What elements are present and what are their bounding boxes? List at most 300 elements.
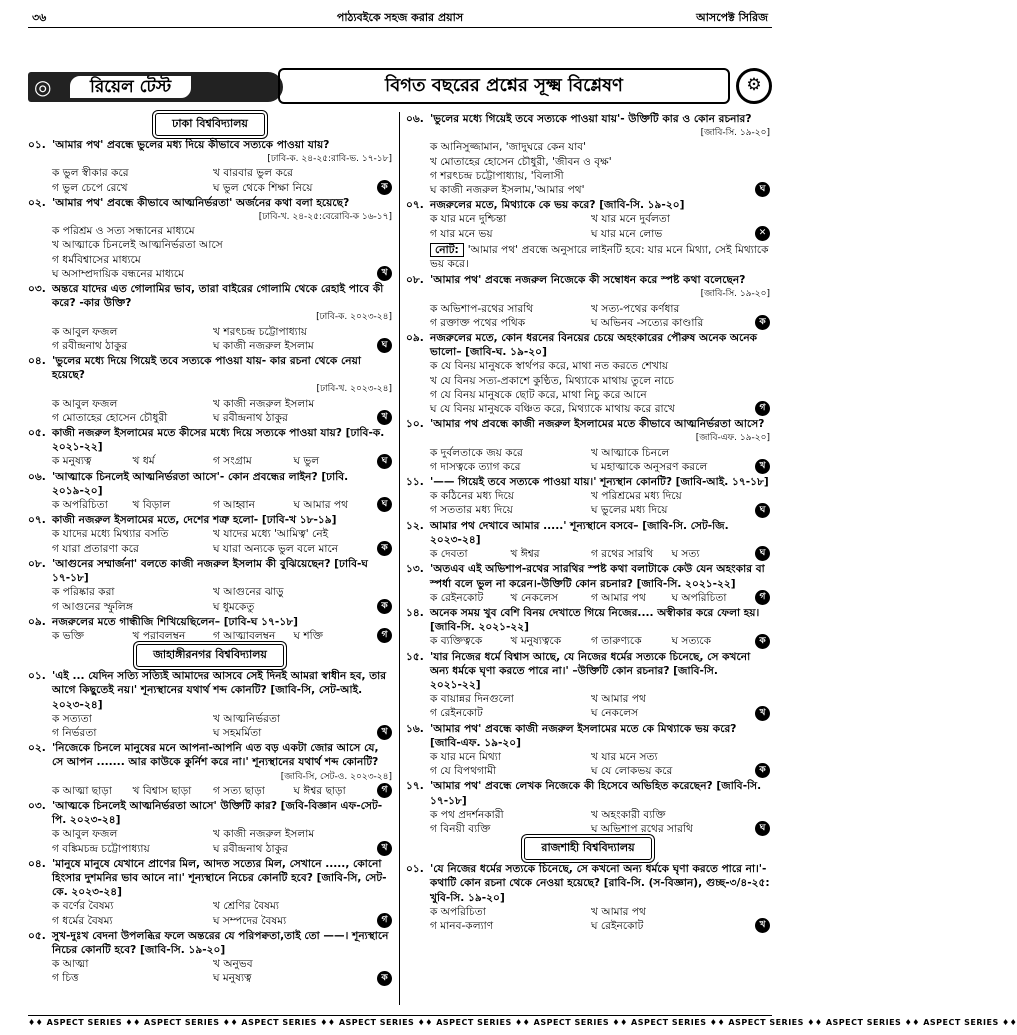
- option: ক বায়ান্নর দিনগুলো: [430, 693, 514, 706]
- options-list: [406, 489, 770, 517]
- option: ঘ কাজী নজরুল ইসলাম,'আমার পথ': [430, 184, 585, 197]
- option: গ রেইনকোট: [430, 707, 483, 720]
- option: খ মোতাহের হোসেন চৌধুরী, 'জীবন ও বৃক্ষ': [430, 155, 612, 168]
- option: খ ধর্ম: [132, 455, 155, 468]
- option: ক অভিশাপ-রথের সারথি: [430, 302, 534, 315]
- question-item: [406, 198, 770, 241]
- question-text-row: [406, 475, 770, 489]
- question-number: ০৭.: [28, 514, 46, 527]
- option: ঘ আমার পথ: [293, 499, 348, 512]
- question-text-row: [406, 562, 770, 590]
- question-item: [28, 929, 392, 986]
- question-text: নজরুলের মতে, মিথ্যাকে কে ভয় করে? [জাবি-সি. ১৯-২০]: [430, 199, 685, 212]
- option: গ রবীন্দ্রনাথ ঠাকুর: [52, 339, 128, 352]
- aspect-logo-icon: ⚙: [736, 68, 772, 104]
- option: ক আত্মা ছাড়া: [52, 784, 112, 797]
- page-header: [28, 6, 772, 26]
- option: গ সততার মধ্য দিয়ে: [430, 504, 513, 517]
- question-item: [406, 562, 770, 605]
- option: গ মানব-কল্যাণ: [430, 919, 494, 932]
- option: ঘ যে লোকভয় করে: [591, 765, 673, 778]
- option: ক দেবতা: [430, 548, 468, 561]
- question-number: ০৬.: [28, 470, 46, 483]
- question-text-row: [406, 331, 770, 359]
- question-number: ০২.: [28, 196, 46, 209]
- question-source: [জাবি-সি, সেট-ও. ২০২৩-২৪]: [280, 771, 392, 782]
- option: গ চিত্ত: [52, 972, 79, 985]
- option: গ সত্য ছাড়া: [213, 784, 265, 797]
- option: গ তারুণ্যকে: [591, 635, 642, 648]
- option: গ আগুনের স্ফুলিঙ্গ: [52, 600, 133, 613]
- question-number: ০৭.: [406, 199, 424, 212]
- university-name: রাজশাহী বিশ্ববিদ্যালয়: [524, 837, 651, 860]
- option: ঘ ভুল: [293, 455, 320, 468]
- question-item: [406, 112, 770, 197]
- option: গ সংগ্রাম: [213, 455, 252, 468]
- answer-badge: ক: [377, 180, 392, 195]
- university-name: জাহাঙ্গীরনগর বিশ্ববিদ্যালয়: [136, 644, 284, 667]
- question-item: [406, 417, 770, 474]
- column-divider: [399, 112, 400, 1005]
- question-text-row: [28, 354, 392, 382]
- option: খ আত্মনির্ভরতা: [213, 712, 280, 725]
- question-text: 'আত্মাকে চিনলেই আত্মনির্ভরতা আসে'- কোন প্রবন্ধের লাইন? [ঢাবি. ২০১৯-২০]: [52, 470, 349, 497]
- question-text-row: [28, 470, 392, 498]
- option: ক আবুল ফজল: [52, 325, 118, 338]
- question-text-row: [28, 615, 392, 629]
- option: ঘ যে বিনয় মানুষকে বঞ্চিত করে, মিথ্যাকে মাথায় করে রাখে: [430, 403, 675, 416]
- question-text: নজরুলের মতে গান্ধীজি শিখিয়েছিলেন– [ঢাবি-ঘ ১৭-১৮]: [52, 615, 298, 628]
- options-list: [406, 905, 770, 933]
- question-item: [28, 799, 392, 856]
- question-number: ০৫.: [28, 929, 46, 942]
- option: খ শ্রেণির বৈষম্য: [213, 900, 279, 913]
- question-number: ০৪.: [28, 857, 46, 870]
- option: গ ধর্মের বৈষম্য: [52, 914, 113, 927]
- question-source: [ঢাবি-খ. ২৪-২৫:বেরোবি-ক ১৬-১৭]: [258, 212, 392, 223]
- question-number: ১৬.: [406, 722, 424, 735]
- option: গ যারা প্রতারণা করে: [52, 542, 139, 555]
- option: গ রথের সারথি: [591, 548, 654, 561]
- options-list: [28, 585, 392, 613]
- option: ঘ ধুমকেতু: [213, 600, 255, 613]
- question-text-row: [28, 513, 392, 527]
- options-list: [28, 899, 392, 927]
- option: ক ভুল স্বীকার করে: [52, 167, 129, 180]
- question-text-row: [28, 669, 392, 712]
- university-header: [28, 114, 392, 134]
- question-text: 'আমার পথ' প্রবন্ধে কাজী নজরুল ইসলামের মতে কে মিথ্যাকে ভয় করে? [জাবি-এফ. ১৯-২০]: [430, 722, 737, 749]
- question-item: [406, 273, 770, 330]
- question-text: 'আমার পথ' প্রবন্ধে ভুলের মধ্য দিয়ে কীভাবে সত্যকে পাওয়া যায়?: [52, 139, 330, 151]
- options-list: [406, 446, 770, 474]
- option: ঘ রবীন্দ্রনাথ ঠাকুর: [213, 411, 288, 424]
- answer-badge: খ: [755, 459, 770, 474]
- option: গ আত্মাবলম্বন: [213, 629, 276, 642]
- question-text: 'আমার পথ' প্রবন্ধে নজরুল নিজেকে কী সম্বোধন করে স্পষ্ট কথা বলেছেন?: [430, 274, 746, 287]
- option: ক কঠিনের মধ্য দিয়ে: [430, 490, 515, 503]
- option: খ আমার পথ: [591, 905, 646, 918]
- option: খ আত্মাকে চিনলেই আত্মনির্ভরতা আসে: [52, 239, 223, 252]
- question-text: 'ভুলের মধ্যে গিয়েই তবে সত্যকে পাওয়া যায়'- উক্তিটি কার ও কোন রচনার?: [430, 113, 752, 125]
- options-list: [28, 498, 392, 512]
- note-text: 'আমার পথ' প্রবন্ধে অনুসারে লাইনটি হবে: যার মনে মিথ্যা, সেই মিথ্যাকে ভয় করে।: [430, 243, 769, 271]
- option: ক রেইনকোট: [430, 591, 484, 604]
- question-item: [406, 779, 770, 836]
- option: ক পথ প্রদর্শনকারী: [430, 808, 504, 821]
- question-source: [জাবি-সি. ১৯-২০]: [700, 289, 770, 300]
- right-column: [406, 112, 770, 1005]
- option: ঘ অভিনব -সত্যের কাণ্ডারি: [591, 316, 704, 329]
- question-number: ০৩.: [28, 283, 46, 296]
- options-list: [406, 359, 770, 416]
- question-number: ০১.: [406, 863, 424, 876]
- option: খ যে বিনয় সত্য-প্রকাশে কুণ্ঠিত, মিথ্যাকে মাথায় তুলে নাচে: [430, 374, 674, 387]
- question-text-row: [406, 417, 770, 431]
- option: ঘ নেকলেস: [591, 707, 639, 720]
- series-name: আসপেক্ট সিরিজ: [696, 11, 768, 24]
- option: ক অপরিচিতা: [52, 499, 108, 512]
- option: খ বারবার ভুল করে: [213, 167, 293, 180]
- option: খ যার মনে সত্য: [591, 750, 658, 763]
- option: খ কাজী নজরুল ইসলাম: [213, 828, 315, 841]
- banner-right-title: বিগত বছরের প্রশ্নের সূক্ষ্ম বিশ্লেষণ: [278, 68, 730, 104]
- question-number: ১০.: [406, 418, 424, 431]
- note-label: নোট:: [430, 243, 464, 257]
- question-item: [28, 615, 392, 643]
- section-banner: [28, 64, 772, 108]
- option: ঘ রেইনকোট: [591, 919, 644, 932]
- question-number: ০৫.: [28, 427, 46, 440]
- option: ক অপরিচিতা: [430, 905, 486, 918]
- question-text: '—— গিয়েই তবে সত্যকে পাওয়া যায়।' শূন্যস্থান কোনটি? [জাবি-আই. ১৭-১৮]: [430, 476, 769, 489]
- question-item: [406, 862, 770, 933]
- university-name: ঢাকা বিশ্ববিদ্যালয়: [155, 113, 265, 136]
- question-number: ১১.: [406, 476, 424, 489]
- options-list: [28, 454, 392, 468]
- question-text-row: [28, 799, 392, 827]
- note-box: [430, 243, 770, 271]
- option: খ কাজী নজরুল ইসলাম: [213, 397, 315, 410]
- option: গ ভুল চেপে রেখে: [52, 181, 128, 194]
- options-list: [406, 302, 770, 330]
- answer-badge: খ: [377, 725, 392, 740]
- question-text: আমার পথ দেখাবে আমার .....' শূন্যস্থানে বসবে– [জাবি-সি. সেট-জি. ২০২৩-২৪]: [430, 519, 729, 546]
- question-number: ০৮.: [406, 274, 424, 287]
- option: গ আহ্বান: [213, 499, 255, 512]
- option: খ যাদের মধ্যে 'আমিত্ব' নেই: [213, 528, 329, 541]
- option: ক আবুল ফজল: [52, 397, 118, 410]
- options-list: [406, 140, 770, 197]
- question-number: ১৫.: [406, 650, 424, 663]
- question-text-row: [28, 741, 392, 769]
- answer-badge: খ: [377, 410, 392, 425]
- option: ঘ অপরিচিতা: [671, 591, 727, 604]
- question-number: ১৭.: [406, 780, 424, 793]
- options-list: [28, 224, 392, 281]
- options-list: [28, 166, 392, 194]
- answer-badge: ঘ: [377, 497, 392, 512]
- page-number: ৩৬: [32, 11, 47, 24]
- question-text: 'আমার পথ' প্রবন্ধে কীভাবে আত্মনির্ভরতা' অর্জনের কথা বলা হয়েছে?: [52, 196, 350, 209]
- options-list: [406, 212, 770, 240]
- option: খ মনুষ্যত্বকে: [510, 635, 562, 648]
- option: ক আবুল ফজল: [52, 828, 118, 841]
- question-text: অন্তরে যাদের এত গোলামির ভাব, তারা বাইরের গোলামি থেকে রেহাই পাবে কী করে? -কার উক্তি?: [52, 283, 384, 310]
- option: ক মনুষ্যত্ব: [52, 455, 92, 468]
- option: ঘ রবীন্দ্রনাথ ঠাকুর: [213, 842, 288, 855]
- question-text: কাজী নজরুল ইসলামের মতে, দেশের শত্রু হলো- [ঢাবি-খ ১৮-১৯]: [52, 514, 337, 527]
- options-list: [28, 957, 392, 985]
- header-rule: [28, 27, 772, 28]
- question-item: [28, 138, 392, 195]
- options-list: [406, 634, 770, 648]
- option: গ শরৎচন্দ্র চট্টোপাধ্যায়, 'বিলাসী: [430, 169, 564, 182]
- university-header: [406, 838, 770, 858]
- question-item: [28, 857, 392, 928]
- question-text: 'নিজেকে চিনলে মানুষের মনে আপনা-আপনি এত বড় একটা জোর আসে যে, সে আপন ....... আর কাউকে কুর্নিশ করে না।' শূন্যস্থানের যথার্থ শব্দ কোনটি?: [52, 742, 379, 769]
- answer-badge: ঘ: [755, 182, 770, 197]
- answer-badge: খ: [755, 918, 770, 933]
- option: ঘ মনুষ্যত্ব: [213, 972, 252, 985]
- option: ঘ ভুল থেকে শিক্ষা নিয়ে: [213, 181, 313, 194]
- option: খ আগুনের ঝাড়ু: [213, 586, 284, 599]
- option: খ পরাবলম্বন: [132, 629, 186, 642]
- question-number: ০১.: [28, 139, 46, 151]
- option: গ যে বিনয় মানুষকে ছোট করে, মাথা নিচু করে আনে: [430, 388, 647, 401]
- question-text: 'ভুলের মধ্যে দিয়ে গিয়েই তবে সত্যকে পাওয়া যায়- কার রচনা থেকে নেয়া হয়েছে?: [52, 355, 361, 382]
- option: খ নেকলেস: [510, 591, 559, 604]
- question-text-row: [406, 198, 770, 212]
- answer-badge: ক: [755, 315, 770, 330]
- question-item: [28, 282, 392, 353]
- question-number: ১৩.: [406, 563, 424, 576]
- option: খ সত্য-পথের কর্ণধার: [591, 302, 680, 315]
- option: ক দুর্বলতাকে জয় করে: [430, 446, 523, 459]
- options-list: [28, 712, 392, 740]
- option: ঘ সম্পদের বৈষম্য: [213, 914, 287, 927]
- question-text: 'অতএব এই অভিশাপ-রথের সারথির স্পষ্ট কথা বলাটাকে কেউ যেন অহংকার বা স্পর্ধা বলে ভুল না করেন।-উক্তিটি কোন রচনার? [জাবি-সি. ২০২১-২২]: [430, 563, 765, 590]
- question-item: [28, 513, 392, 556]
- option: ক পরিষ্কার করা: [52, 586, 115, 599]
- option: খ অনুভব: [213, 958, 253, 971]
- options-list: [406, 692, 770, 720]
- options-list: [406, 591, 770, 605]
- answer-badge: ঘ: [755, 821, 770, 836]
- question-item: [406, 519, 770, 562]
- answer-badge: ক: [377, 599, 392, 614]
- question-text-row: [406, 273, 770, 287]
- banner-left-title: রিয়েল টেস্ট: [68, 74, 193, 100]
- question-item: [28, 426, 392, 469]
- option: খ বিশ্বাস ছাড়া: [132, 784, 192, 797]
- option: গ বিনয়ী ব্যক্তি: [430, 822, 491, 835]
- option: ক ভক্তি: [52, 629, 84, 642]
- option: ঘ অভিশাপ রথের সারথি: [591, 822, 693, 835]
- option: গ দাসত্বকে ত্যাগ করে: [430, 460, 521, 473]
- question-text-row: [28, 138, 392, 152]
- answer-badge: খ: [377, 266, 392, 281]
- question-text-row: [406, 112, 770, 126]
- answer-badge: ঘ: [377, 338, 392, 353]
- question-source: [ঢাবি-ক. ২০২৩-২৪]: [316, 312, 392, 323]
- option: খ যার মনে দুর্বলতা: [591, 213, 670, 226]
- banner-left: [28, 72, 283, 102]
- option: খ আমার পথ: [591, 693, 646, 706]
- option: ঘ ঈশ্বর ছাড়া: [293, 784, 346, 797]
- answer-badge: ঘ: [755, 546, 770, 561]
- option: ঘ যার মনে লোভ: [591, 227, 663, 240]
- question-text: 'এই ... যেদিন সত্যি সত্যিই আমাদের আসবে সেই দিনই আমরা স্বাধীন হব, তার আগে কিছুতেই নয়।' শূন্যস্থানের যথার্থ শব্দ কোনটি? [জাবি-সি, সেট-আই. ২০২৩-২৪]: [52, 670, 387, 711]
- question-text-row: [28, 196, 392, 210]
- question-number: ০১.: [28, 670, 46, 683]
- option: ঘ অসাম্প্রদায়িক বন্ধনের মাধ্যমে: [52, 267, 185, 280]
- question-text: সুখ-দুঃখ বেদনা উপলব্ধির ফলে অন্তরের যে পরিপক্বতা,তাই তো ——। শূন্যস্থানে নিচের কোনটি হবে? [জাবি-সি. ১৯-২০]: [52, 929, 389, 956]
- question-item: [28, 354, 392, 425]
- question-text-row: [406, 862, 770, 905]
- question-item: [406, 331, 770, 416]
- question-source: [জাবি-এফ. ১৯-২০]: [695, 433, 770, 444]
- option: গ রক্তাক্ত পথের পথিক: [430, 316, 526, 329]
- option: খ পরিশ্রমের মধ্য দিয়ে: [591, 490, 682, 503]
- university-header: [28, 645, 392, 665]
- options-list: [28, 527, 392, 555]
- option: ঘ মহাত্মাকে অনুসরণ করলে: [591, 460, 708, 473]
- header-tagline: পাঠ্যবইকে সহজ করার প্রয়াস: [336, 11, 464, 24]
- option: গ আমার পথ: [591, 591, 646, 604]
- answer-badge: গ: [377, 628, 392, 643]
- question-text: 'যার নিজের ধর্মে বিশ্বাস আছে, যে নিজের ধর্মের সত্যকে চিনেছে, সে কখনো অন্য ধর্মকে ঘৃণা করতে পারে না।' –উক্তিটি কোন রচনার? [জাবি-সি. ২০২১-২২]: [430, 650, 751, 691]
- option: ক পরিশ্রম ও সত্য সন্ধানের মাধ্যমে: [52, 225, 195, 238]
- question-item: [28, 470, 392, 513]
- question-item: [406, 650, 770, 721]
- options-list: [28, 827, 392, 855]
- option: ঘ সত্য: [671, 548, 700, 561]
- question-number: ০৯.: [28, 615, 46, 628]
- options-list: [28, 397, 392, 425]
- question-number: ০৯.: [406, 332, 424, 345]
- question-text: অনেক সময় খুব বেশি বিনয় দেখাতে গিয়ে নিজের.... অস্বীকার করে ফেলা হয়। [জাবি-সি. ২০২১-২২]: [430, 606, 760, 634]
- options-list: [28, 629, 392, 643]
- question-number: ০৩.: [28, 799, 46, 812]
- left-column: [28, 112, 392, 1005]
- question-text-row: [406, 519, 770, 547]
- target-icon: ◎: [34, 75, 52, 99]
- options-list: [406, 750, 770, 778]
- question-number: ০৮.: [28, 557, 46, 570]
- option: ক যে বিনয় মানুষকে স্বার্থপর করে, মাথা নত করতে শেখায়: [430, 360, 669, 373]
- question-text: 'মানুষে মানুষে যেখানে প্রাণের মিল, আদত সত্যের মিল, সেখানে ....., কোনো হিংসার দুশমনির ভাব আনে না।' শূন্যস্থানে নিচের কোনটি হবে? [জাবি-সি, সেট-কে. ২০২৩-২৪]: [52, 857, 387, 899]
- option: খ বিড়াল: [132, 499, 171, 512]
- question-text: 'যে নিজের ধর্মের সত্যকে চিনেছে, সে কখনো অন্য ধর্মকে ঘৃণা করতে পারে না।'-কথাটি কোন রচনা থেকে নেওয়া হয়েছে? [রাবি-সি. (স-বিজ্ঞান), গুচ্ছ-৩/৪-২৫: খুবি-সি. ১৯-২০]: [430, 863, 770, 904]
- question-text-row: [28, 929, 392, 957]
- page-footer: ♦♦ ASPECT SERIES ♦♦ ASPECT SERIES ♦♦ ASPECT SERIES ♦♦ ASPECT SERIES ♦♦ ASPECT SERIES ♦♦ ASPECT SERIES ♦♦ ASPECT SERIES ♦♦ ASPECT SERIES ♦♦ ASPECT SERIES ♦♦ ASPECT SERIES ♦♦: [28, 1015, 772, 1029]
- question-item: [406, 606, 770, 649]
- option: ক বর্ণের বৈষম্য: [52, 900, 114, 913]
- answer-badge: ক: [377, 971, 392, 986]
- question-number: ০৪.: [28, 355, 46, 368]
- answer-badge: খ: [755, 706, 770, 721]
- answer-badge: গ: [377, 783, 392, 798]
- question-text-row: [28, 426, 392, 454]
- answer-badge: গ: [755, 401, 770, 416]
- option: গ মোতাহের হোসেন চৌধুরী: [52, 411, 168, 424]
- question-text-row: [28, 857, 392, 900]
- option: গ নির্ভরতা: [52, 726, 97, 739]
- options-list: [28, 325, 392, 353]
- answer-badge: খ: [377, 841, 392, 856]
- answer-badge: গ: [377, 913, 392, 928]
- question-text: 'আগুনের সম্মার্জনা' বলতে কাজী নজরুল ইসলাম কী বুঝিয়েছেন? [ঢাবি-ঘ ১৭-১৮]: [52, 557, 368, 585]
- question-number: ১২.: [406, 519, 424, 532]
- question-source: [ঢাবি-খ. ২০২৩-২৪]: [316, 384, 392, 395]
- question-item: [28, 669, 392, 740]
- question-item: [406, 722, 770, 779]
- option: গ যে বিপথগামী: [430, 765, 496, 778]
- option: ক ব্যক্তিত্বকে: [430, 635, 483, 648]
- option: ঘ কাজী নজরুল ইসলাম: [213, 339, 314, 352]
- question-item: [28, 196, 392, 281]
- question-item: [406, 475, 770, 518]
- question-source: [ঢাবি-ক. ২৪-২৫:রাবি-ভ. ১৭-১৮]: [267, 154, 392, 165]
- question-text: 'আত্মকে চিনলেই আত্মনির্ভরতা আসে' উক্তিটি কার? [জবি-বিজ্ঞান এফ-সেট-পি. ২০২৩-২৪]: [52, 799, 383, 827]
- option: ঘ সত্যকে: [671, 635, 712, 648]
- question-number: ১৪.: [406, 606, 424, 619]
- option: ঘ শক্তি: [293, 629, 324, 642]
- option: ক যার মনে দুশ্চিন্তা: [430, 213, 507, 226]
- question-item: [28, 557, 392, 614]
- options-list: [406, 547, 770, 561]
- question-item: [28, 741, 392, 798]
- option: খ শরৎচন্দ্র চট্টোপাধ্যায়: [213, 325, 308, 338]
- question-text-row: [28, 557, 392, 585]
- option: গ ধর্মবিশ্বাসের মাধ্যমে: [52, 253, 141, 266]
- answer-badge: ক: [377, 541, 392, 556]
- question-text: 'আমার পথ প্রবন্ধে কাজী নজরুল ইসলামের মতে কীভাবে আত্মনির্ভরতা আসে?: [430, 418, 765, 431]
- question-number: ০২.: [28, 742, 46, 755]
- option: গ যার মনে ভয়: [430, 227, 493, 240]
- answer-badge: গ: [755, 590, 770, 605]
- option: ঘ সহমর্মিতা: [213, 726, 262, 739]
- option: খ অহংকারী ব্যক্তি: [591, 808, 666, 821]
- question-number: ০৬.: [406, 113, 424, 125]
- answer-badge: ঘ: [755, 503, 770, 518]
- options-list: [28, 784, 392, 798]
- question-text: নজরুলের মতে, কোন ধরনের বিনয়ের চেয়ে অহংকারের পৌরুষ অনেক অনেক ভালো– [জাবি-ঘ. ১৯-২০]: [430, 332, 758, 359]
- option: ক আনিসুজ্জামান, 'জাদুঘরে কেন যাব': [430, 141, 587, 154]
- option: ক যার মনে মিথ্যা: [430, 750, 501, 763]
- option: ক যাদের মধ্যে মিথ্যার বসতি: [52, 528, 169, 541]
- answer-badge: ক: [755, 763, 770, 778]
- question-text-row: [406, 650, 770, 693]
- question-text-row: [406, 779, 770, 807]
- question-source: [জাবি-সি. ১৯-২০]: [700, 128, 770, 139]
- question-text-row: [406, 722, 770, 750]
- question-text: 'আমার পথ' প্রবন্ধে লেখক নিজেকে কী হিসেবে অভিহিত করেছেন? [জাবি-সি. ১৭-১৮]: [430, 780, 762, 807]
- option: খ আত্মাকে চিনলে: [591, 446, 670, 459]
- option: খ ঈশ্বর: [510, 548, 540, 561]
- answer-badge: ঘ: [377, 454, 392, 469]
- option: গ বঙ্কিমচন্দ্র চট্টোপাধ্যায়: [52, 842, 150, 855]
- question-text: কাজী নজরুল ইসলামের মতে কীসের মধ্যে দিয়ে সত্যকে পাওয়া যায়? [ঢাবি-ক. ২০২১-২২]: [52, 427, 385, 454]
- answer-badge: ক: [755, 634, 770, 649]
- option: ক আত্মা: [52, 958, 89, 971]
- option: ঘ যারা অন্যকে ভুল বলে মানে: [213, 542, 339, 555]
- question-text-row: [406, 606, 770, 634]
- option: ঘ ভুলের মধ্য দিয়ে: [591, 504, 668, 517]
- options-list: [406, 808, 770, 836]
- option: ক সত্যতা: [52, 712, 92, 725]
